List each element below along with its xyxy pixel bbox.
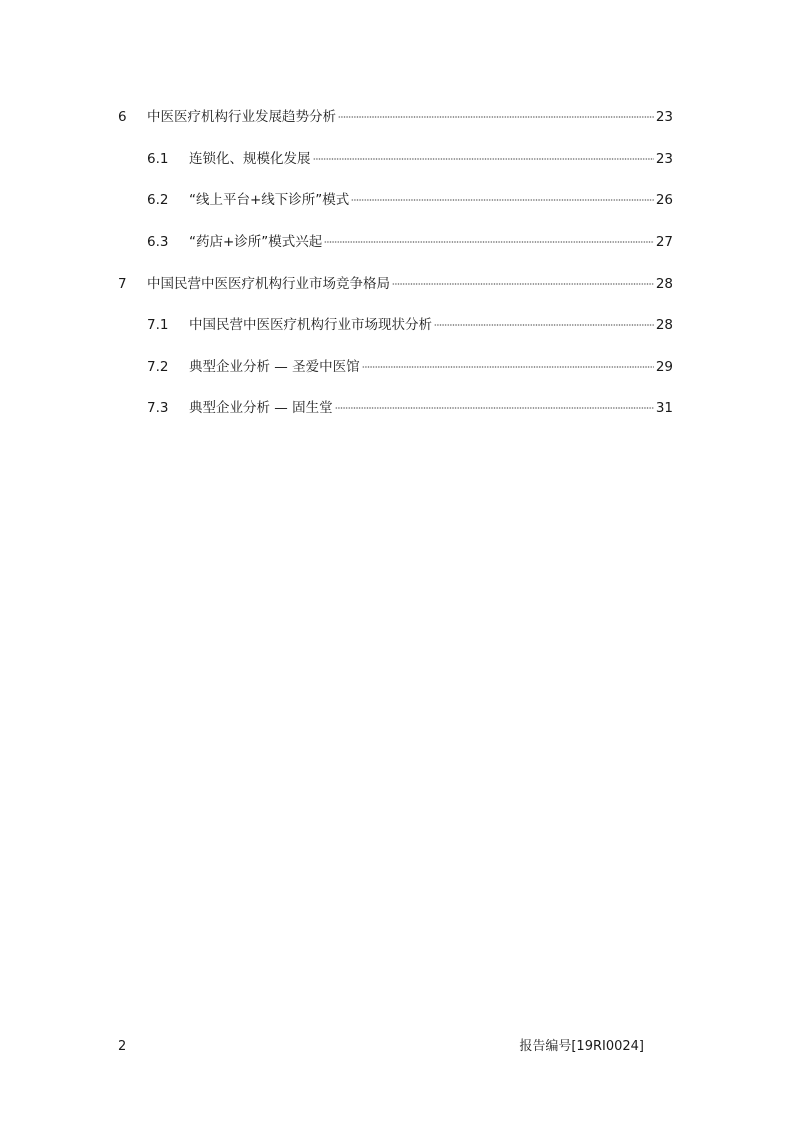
toc-entry-title: “药店+诊所”模式兴起 [189, 234, 323, 250]
toc-entry-number: 7.1 [147, 317, 169, 333]
toc-entry-page: 23 [655, 109, 673, 125]
dot-leader [434, 324, 654, 326]
toc-entry-page: 29 [655, 359, 673, 375]
toc-entry-page: 27 [655, 234, 673, 250]
toc-entry-6[interactable] [118, 108, 673, 126]
toc-entry-title: 典型企业分析 — 固生堂 [189, 400, 333, 416]
toc-entry-number: 6.2 [147, 192, 169, 208]
toc-entry-page: 31 [655, 400, 673, 416]
footer-report-number: 报告编号[19RI0024] [519, 1039, 644, 1054]
toc-entry-6-1[interactable] [147, 150, 673, 168]
toc-entry-title: “线上平台+线下诊所”模式 [189, 192, 350, 208]
toc-entry-page: 28 [655, 276, 673, 292]
dot-leader [335, 407, 654, 409]
toc-entry-6-3[interactable] [147, 233, 673, 251]
dot-leader [338, 116, 654, 118]
toc-entry-6-2[interactable] [147, 191, 673, 209]
footer-page-number: 2 [118, 1039, 127, 1054]
dot-leader [351, 199, 654, 201]
toc-entry-number: 6.3 [147, 234, 169, 250]
dot-leader [392, 283, 654, 285]
toc-entry-number: 7 [118, 276, 127, 292]
toc-entry-number: 7.3 [147, 400, 169, 416]
dot-leader [313, 158, 654, 160]
toc-entry-title: 连锁化、规模化发展 [189, 151, 311, 167]
toc-entry-7-1[interactable] [147, 316, 673, 334]
toc-entry-page: 23 [655, 151, 673, 167]
toc-entry-title: 典型企业分析 — 圣爱中医馆 [189, 359, 360, 375]
dot-leader [324, 241, 654, 243]
toc-entry-number: 6.1 [147, 151, 169, 167]
toc-entry-7-3[interactable] [147, 399, 673, 417]
toc-entry-page: 28 [655, 317, 673, 333]
toc-entry-number: 6 [118, 109, 127, 125]
dot-leader [362, 366, 654, 368]
toc-entry-title: 中医医疗机构行业发展趋势分析 [147, 109, 336, 125]
toc-entry-title: 中国民营中医医疗机构行业市场现状分析 [189, 317, 432, 333]
toc-entry-title: 中国民营中医医疗机构行业市场竞争格局 [147, 276, 390, 292]
toc-entry-7[interactable] [118, 275, 673, 293]
toc-entry-7-2[interactable] [147, 358, 673, 376]
toc-entry-number: 7.2 [147, 359, 169, 375]
toc-entry-page: 26 [655, 192, 673, 208]
